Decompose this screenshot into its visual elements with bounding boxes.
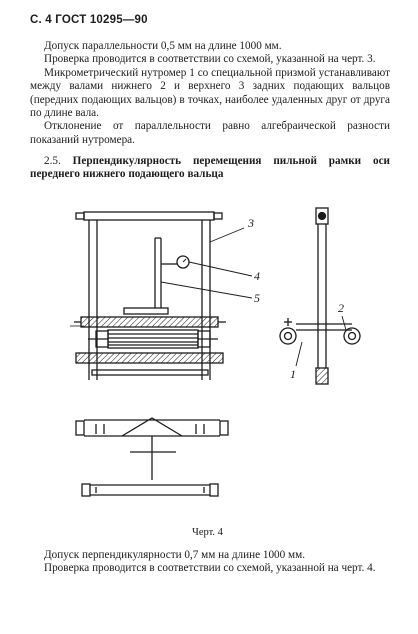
paragraph-check-ref: Проверка проводится в соответствии со схемой, указанной на черт. 3. [44,53,376,66]
leader-3 [210,228,244,242]
section-heading [30,155,390,182]
base-plate [92,370,208,375]
label-1: 1 [290,367,296,381]
front-view [70,212,252,380]
label-3: 3 [248,216,254,230]
plan-triangle-brace [122,418,182,436]
paragraph-perpendicular-tolerance: Допуск перпендикулярности 0,7 мм на длине 1000 мм. [44,549,305,561]
label-4: 4 [254,269,260,283]
leader-5 [161,282,252,298]
upper-beam [81,317,218,327]
side-bottom-block [316,368,328,384]
page-header: С. 4 ГОСТ 10295—90 [30,14,148,26]
top-text-block [30,40,390,147]
top-crossbar [84,212,214,220]
label-5: 5 [254,291,260,305]
section-title: Перпендикулярность перемещения пильной рамки оси переднего нижнего подающего вальца [30,155,390,181]
leader-4 [189,262,252,276]
paragraph-deviation: Отклонение от параллельности равно алгебраической разности показаний нутромера. [30,120,390,146]
paragraph-micrometer: Микрометрический нутромер 1 со специальной призмой устанавливают между валами нижнего 2 и верхнего 3 задних подающих вальцов (передних подающих вальцов) в точках, наиболее удаленных друг от друга по длине вала. [30,66,390,120]
top-bar-end-right [214,213,222,219]
plan-view [76,418,228,496]
bottom-text-block [30,549,390,576]
leader-1 [296,342,302,366]
paragraph-tolerance: Допуск параллельности 0,5 мм на длине 1000 мм. [44,40,282,52]
section-number: 2.5. [44,155,61,167]
square-base [124,308,168,314]
roller-left-icon [280,328,296,344]
figure-caption: Черт. 4 [192,527,223,538]
leader-2 [342,316,346,330]
lower-beam [76,353,223,363]
paragraph-check-ref-4: Проверка проводится в соответствии со схемой, указанной на черт. 4. [44,562,376,575]
label-2: 2 [338,301,344,315]
technical-drawing [0,190,418,520]
top-bar-end-left [76,213,84,219]
side-view [280,208,360,384]
